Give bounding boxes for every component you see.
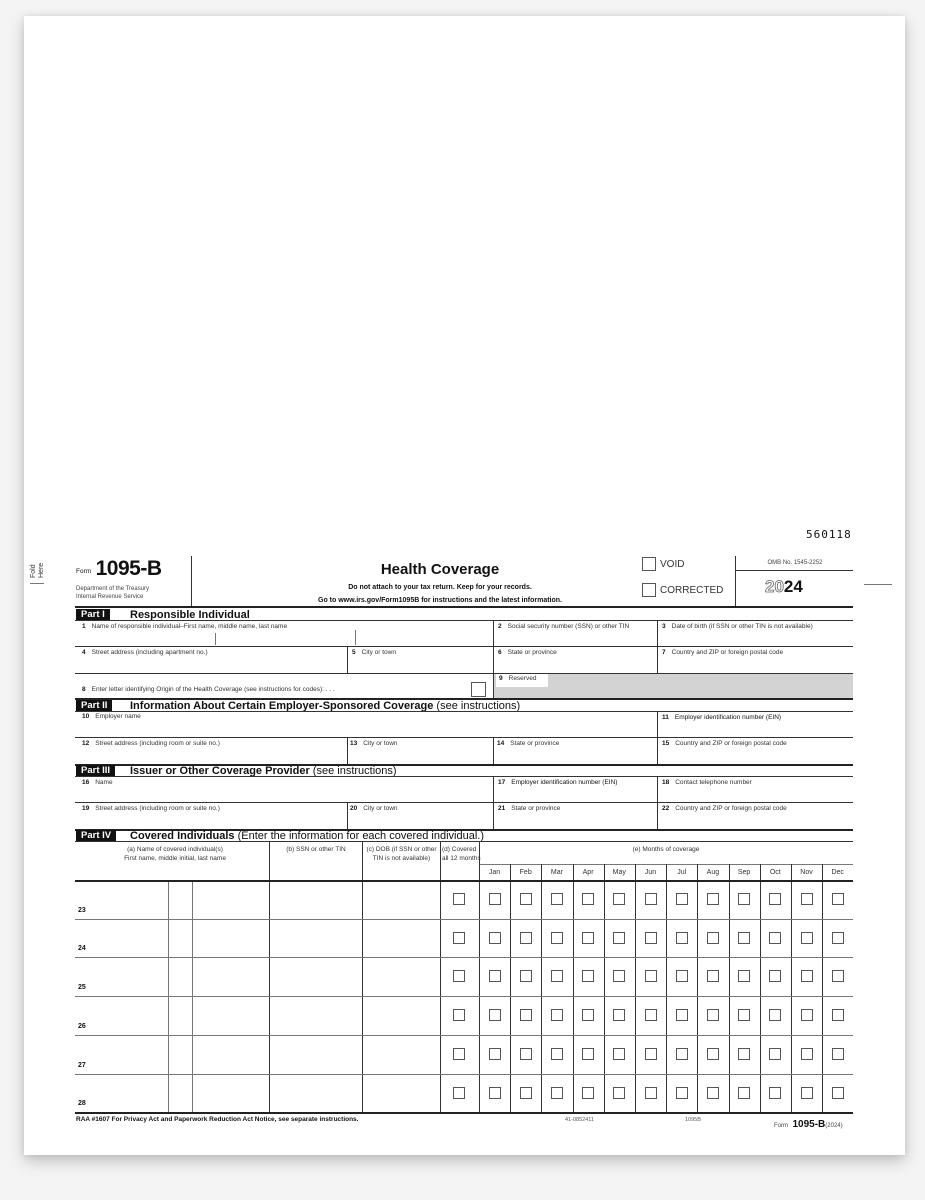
field-8-label: 8 Enter letter identifying Origin of the Health Coverage (see instructions for codes): . . . [82, 686, 335, 693]
row-number: 26 [78, 1022, 86, 1030]
month-checkbox-may[interactable] [613, 893, 625, 905]
month-checkbox-oct[interactable] [769, 1048, 781, 1060]
row-number: 25 [78, 984, 86, 992]
month-checkbox-jan[interactable] [489, 970, 501, 982]
month-checkbox-may[interactable] [613, 1087, 625, 1099]
month-header-sep: Sep [737, 869, 751, 876]
form-subtitle-1: Do not attach to your tax return. Keep for your records. [348, 584, 532, 591]
month-checkbox-apr[interactable] [582, 1087, 594, 1099]
fold-label-2: Here [38, 562, 45, 578]
form-number: 1095-B [95, 557, 162, 580]
month-checkbox-oct[interactable] [769, 932, 781, 944]
month-checkbox-aug[interactable] [707, 1048, 719, 1060]
month-header-jul: Jul [677, 869, 687, 876]
footer-code: 1095B [685, 1117, 701, 1123]
month-checkbox-dec[interactable] [832, 970, 844, 982]
month-header-jan: Jan [488, 869, 501, 876]
field-1[interactable]: 1 Name of responsible individual–First name, middle name, last name [82, 623, 288, 630]
month-checkbox-feb[interactable] [520, 1009, 532, 1021]
month-checkbox-sep[interactable] [738, 1087, 750, 1099]
month-checkbox-dec[interactable] [832, 893, 844, 905]
month-checkbox-mar[interactable] [551, 932, 563, 944]
field-17[interactable]: 17 Employer identification number (EIN) [498, 779, 618, 786]
row-number: 23 [78, 906, 86, 914]
month-checkbox-sep[interactable] [738, 932, 750, 944]
tax-year-outline: 20 [765, 577, 784, 596]
tax-year [765, 577, 803, 597]
col-b-header: (b) SSN or other TIN [286, 846, 346, 853]
month-checkbox-dec[interactable] [832, 1009, 844, 1021]
month-checkbox-jun[interactable] [645, 970, 657, 982]
month-checkbox-feb[interactable] [520, 1087, 532, 1099]
field-13[interactable]: 13 City or town [350, 740, 398, 747]
fold-label-1: Fold [30, 564, 37, 578]
month-header-feb: Feb [519, 869, 532, 876]
footer-form-number: 1095-B [792, 1119, 826, 1130]
month-checkbox-oct[interactable] [769, 893, 781, 905]
month-checkbox-may[interactable] [613, 932, 625, 944]
void-checkbox[interactable] [642, 557, 656, 571]
month-checkbox-jan[interactable] [489, 893, 501, 905]
month-checkbox-mar[interactable] [551, 1087, 563, 1099]
month-checkbox-feb[interactable] [520, 970, 532, 982]
field-14[interactable]: 14 State or province [497, 740, 560, 747]
covered-all-12-months-checkbox[interactable] [453, 1009, 465, 1021]
month-checkbox-sep[interactable] [738, 1048, 750, 1060]
month-checkbox-jan[interactable] [489, 1048, 501, 1060]
month-checkbox-mar[interactable] [551, 970, 563, 982]
month-checkbox-mar[interactable] [551, 1048, 563, 1060]
month-checkbox-jan[interactable] [489, 1087, 501, 1099]
month-checkbox-jan[interactable] [489, 932, 501, 944]
month-header-mar: Mar [550, 869, 563, 876]
col-d-header-2: all 12 months [442, 855, 481, 862]
month-checkbox-dec[interactable] [832, 932, 844, 944]
fold-line-right [864, 584, 892, 585]
month-checkbox-mar[interactable] [551, 1009, 563, 1021]
month-checkbox-jan[interactable] [489, 1009, 501, 1021]
part4-title: Covered Individuals (Enter the information for each covered individual.) [130, 830, 484, 842]
month-checkbox-aug[interactable] [707, 893, 719, 905]
month-checkbox-jun[interactable] [645, 1087, 657, 1099]
col-a-header-2: First name, middle initial, last name [124, 855, 226, 862]
omb-number: OMB No. 1545-2252 [767, 560, 823, 566]
month-checkbox-nov[interactable] [801, 1048, 813, 1060]
part3-tag: Part III [76, 765, 115, 776]
month-checkbox-oct[interactable] [769, 1087, 781, 1099]
field-3[interactable]: 3 Date of birth (if SSN or other TIN is not available) [662, 623, 813, 630]
month-checkbox-may[interactable] [613, 1009, 625, 1021]
month-checkbox-feb[interactable] [520, 932, 532, 944]
col-d-header-1: (d) Covered [442, 846, 477, 853]
month-checkbox-aug[interactable] [707, 1009, 719, 1021]
month-header-jun: Jun [644, 869, 657, 876]
covered-all-12-months-checkbox[interactable] [453, 893, 465, 905]
month-checkbox-apr[interactable] [582, 1009, 594, 1021]
month-checkbox-jul[interactable] [676, 893, 688, 905]
month-checkbox-feb[interactable] [520, 893, 532, 905]
part2-title: Information About Certain Employer-Sponsored Coverage (see instructions) [130, 700, 521, 712]
month-checkbox-apr[interactable] [582, 932, 594, 944]
month-checkbox-jul[interactable] [676, 1009, 688, 1021]
month-checkbox-may[interactable] [613, 970, 625, 982]
covered-all-12-months-checkbox[interactable] [453, 932, 465, 944]
month-checkbox-jul[interactable] [676, 970, 688, 982]
dept-line-2: Internal Revenue Service [76, 594, 144, 600]
corrected-label: CORRECTED [660, 585, 724, 596]
month-checkbox-sep[interactable] [738, 970, 750, 982]
month-header-may: May [612, 869, 626, 876]
part1-tag: Part I [76, 609, 110, 620]
month-checkbox-nov[interactable] [801, 1087, 813, 1099]
month-header-oct: Oct [769, 869, 781, 876]
month-checkbox-oct[interactable] [769, 1009, 781, 1021]
field-20[interactable]: 20 City or town [350, 805, 398, 812]
field-22[interactable]: 22 Country and ZIP or foreign postal code [662, 805, 787, 812]
field-16[interactable]: 16 Name [82, 779, 113, 786]
month-checkbox-aug[interactable] [707, 1087, 719, 1099]
month-checkbox-sep[interactable] [738, 893, 750, 905]
field-5[interactable]: 5 City or town [352, 649, 396, 656]
field-10[interactable]: 10 Employer name [82, 713, 141, 720]
month-checkbox-apr[interactable] [582, 970, 594, 982]
month-checkbox-jul[interactable] [676, 1087, 688, 1099]
part2-tag: Part II [76, 700, 112, 711]
footer-notice: RAA #1607 For Privacy Act and Paperwork Reduction Act Notice, see separate instructions. [76, 1116, 359, 1123]
month-checkbox-jun[interactable] [645, 1009, 657, 1021]
covered-all-12-months-checkbox[interactable] [453, 1087, 465, 1099]
part1-title: Responsible Individual [130, 609, 250, 621]
corrected-checkbox[interactable] [642, 583, 656, 597]
month-checkbox-oct[interactable] [769, 970, 781, 982]
form-title: Health Coverage [380, 561, 500, 578]
tax-year-bold: 24 [783, 577, 803, 596]
month-header-apr: Apr [582, 869, 594, 876]
col-c-header-2: TIN is not available) [372, 855, 431, 862]
form-prefix: Form [76, 568, 92, 575]
month-checkbox-jul[interactable] [676, 932, 688, 944]
month-checkbox-nov[interactable] [801, 970, 813, 982]
month-checkbox-jun[interactable] [645, 1048, 657, 1060]
origin-code-box[interactable] [471, 682, 486, 697]
control-number: 560118 [806, 528, 852, 541]
fold-marker [30, 556, 50, 586]
month-checkbox-aug[interactable] [707, 970, 719, 982]
field-21[interactable]: 21 State or province [498, 805, 561, 812]
row-number: 24 [78, 945, 86, 953]
field-4[interactable]: 4 Street address (including apartment no.) [82, 649, 208, 656]
field-19[interactable]: 19 Street address (including room or suite no.) [82, 805, 220, 812]
covered-all-12-months-checkbox[interactable] [453, 1048, 465, 1060]
month-checkbox-apr[interactable] [582, 893, 594, 905]
form-id [76, 557, 162, 581]
col-c-header-1: (c) DOB (if SSN or other [366, 846, 437, 853]
field-9: 9 Reserved [499, 675, 537, 682]
row-number: 27 [78, 1061, 86, 1069]
field-11[interactable]: 11 Employer identification number (EIN) [662, 714, 782, 721]
month-header-dec: Dec [831, 869, 844, 876]
field-12[interactable]: 12 Street address (including room or suite no.) [82, 740, 220, 747]
month-checkbox-may[interactable] [613, 1048, 625, 1060]
month-checkbox-nov[interactable] [801, 1009, 813, 1021]
month-checkbox-sep[interactable] [738, 1009, 750, 1021]
footer-year: (2024) [825, 1123, 843, 1129]
form-subtitle-2: Go to www.irs.gov/Form1095B for instructions and the latest information. [318, 597, 562, 604]
footer-form-id [774, 1114, 843, 1132]
covered-all-12-months-checkbox[interactable] [453, 970, 465, 982]
month-checkbox-jun[interactable] [645, 932, 657, 944]
void-label: VOID [660, 559, 685, 570]
field-7[interactable]: 7 Country and ZIP or foreign postal code [662, 649, 784, 656]
month-checkbox-dec[interactable] [832, 1087, 844, 1099]
col-a-header-1: (a) Name of covered individual(s) [127, 846, 223, 853]
month-checkbox-feb[interactable] [520, 1048, 532, 1060]
field-18[interactable]: 18 Contact telephone number [662, 779, 752, 786]
month-checkbox-nov[interactable] [801, 932, 813, 944]
month-checkbox-jun[interactable] [645, 893, 657, 905]
month-checkbox-aug[interactable] [707, 932, 719, 944]
month-checkbox-dec[interactable] [832, 1048, 844, 1060]
month-checkbox-apr[interactable] [582, 1048, 594, 1060]
row-number: 28 [78, 1100, 86, 1108]
month-checkbox-mar[interactable] [551, 893, 563, 905]
month-header-aug: Aug [706, 869, 720, 876]
month-header-nov: Nov [800, 869, 813, 876]
field-15[interactable]: 15 Country and ZIP or foreign postal code [662, 740, 787, 747]
part3-title: Issuer or Other Coverage Provider (see instructions) [130, 765, 397, 777]
month-checkbox-nov[interactable] [801, 893, 813, 905]
dept-line-1: Department of the Treasury [76, 586, 150, 592]
part4-tag: Part IV [76, 830, 116, 841]
col-e-header: (e) Months of coverage [632, 846, 700, 853]
field-2[interactable]: 2 Social security number (SSN) or other TIN [498, 623, 630, 630]
month-checkbox-jul[interactable] [676, 1048, 688, 1060]
footer-form-prefix: Form [774, 1123, 788, 1129]
field-6[interactable]: 6 State or province [498, 649, 557, 656]
footer-cat-number: 41-0852411 [565, 1117, 594, 1123]
